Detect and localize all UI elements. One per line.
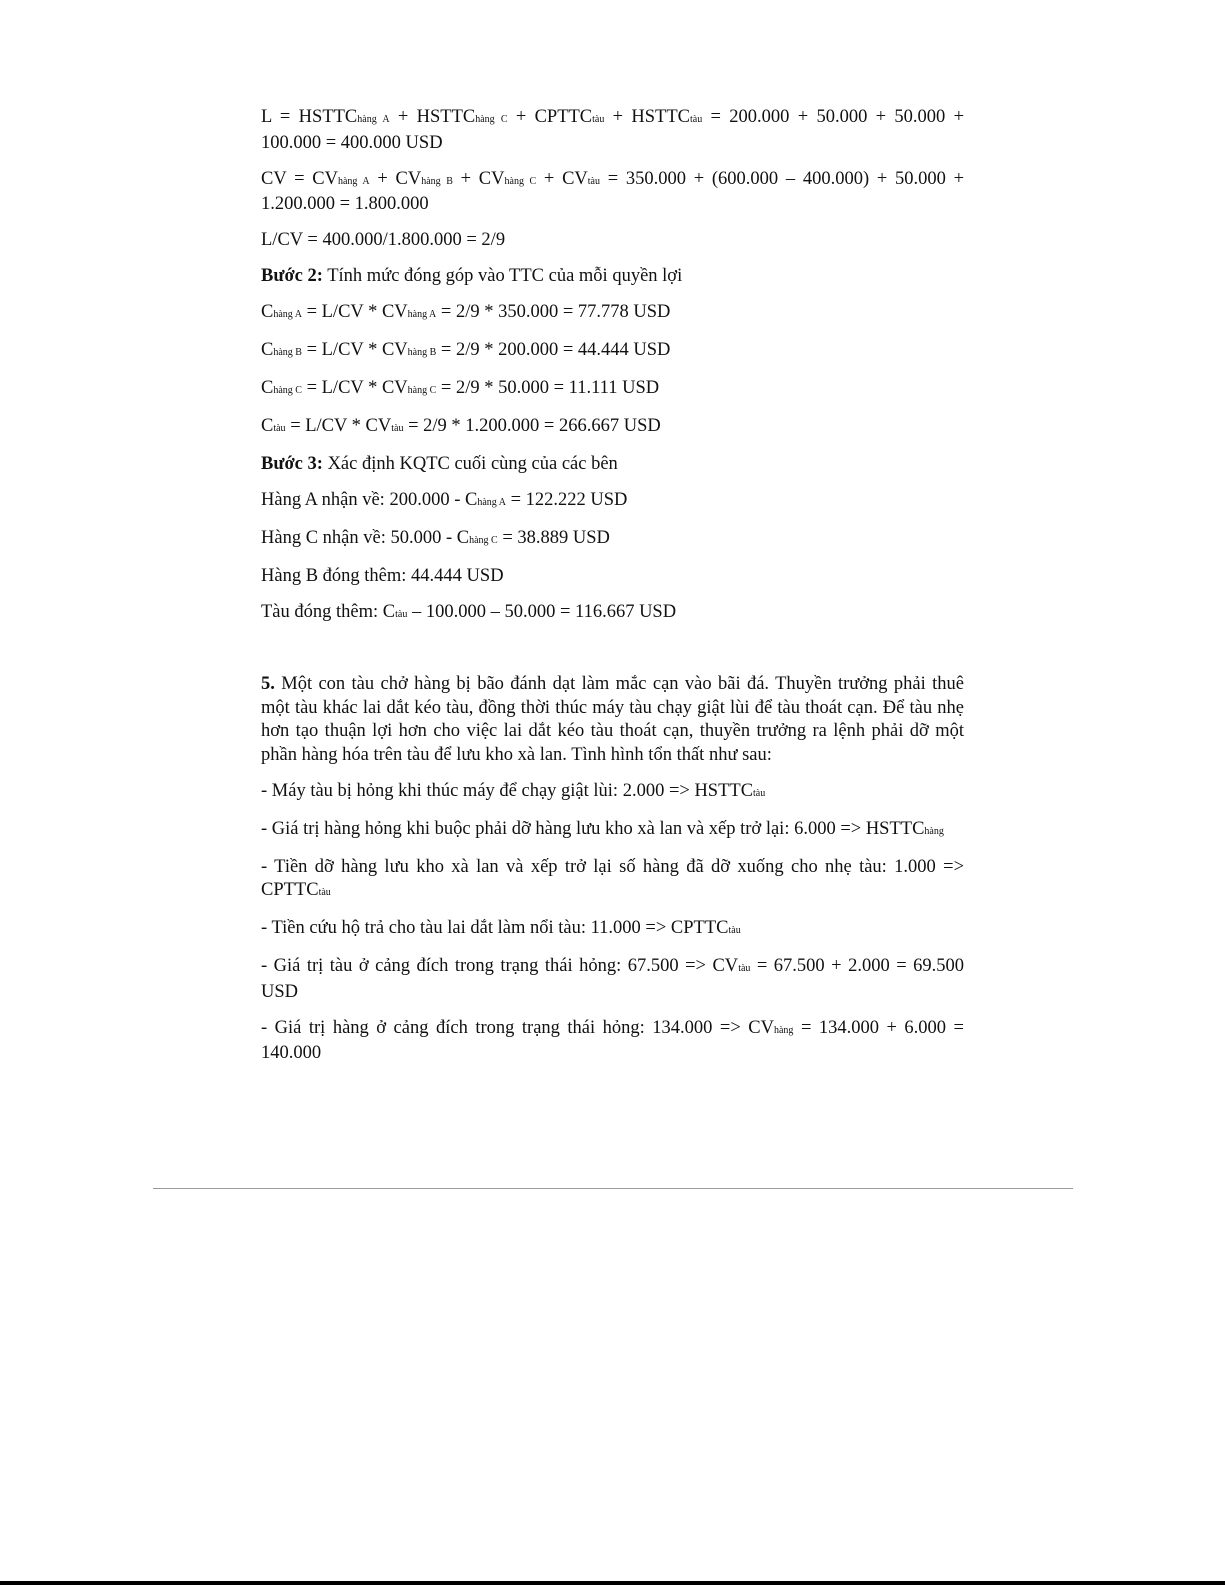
text: = L/CV * CV (301, 378, 408, 398)
text: = 2/9 * 1.200.000 = 266.667 USD (403, 416, 661, 436)
text: + HSTTC (389, 107, 476, 127)
subscript: hàng C (273, 385, 302, 396)
result-a-line (261, 489, 964, 515)
subscript: hàng B (421, 175, 453, 187)
subscript: hàng A (337, 175, 370, 187)
text: = 2/9 * 50.000 = 11.111 USD (436, 378, 660, 398)
contribution-a-line (261, 301, 964, 327)
text: - Tiền cứu hộ trả cho tàu lai dắt làm nổi tàu: 11.000 => CPTTC (261, 918, 729, 938)
text: = L/CV * CV (285, 416, 392, 436)
text: – 100.000 – 50.000 = 116.667 USD (407, 602, 677, 622)
text: C (261, 340, 274, 360)
subscript: tàu (587, 175, 600, 187)
text: = 2/9 * 350.000 = 77.778 USD (436, 302, 671, 322)
problem5-intro (261, 673, 964, 767)
result-c-line (261, 527, 964, 553)
text: Xác định KQTC cuối cùng của các bên (322, 454, 618, 474)
loss-item (261, 780, 964, 806)
subscript: hàng B (407, 347, 437, 358)
subscript: tàu (690, 114, 703, 125)
subscript: tàu (395, 609, 408, 620)
text: CV = CV (261, 168, 338, 189)
text: - Giá trị tàu ở cảng đích trong trạng thái hỏng: 67.500 => CV (261, 956, 739, 976)
text: L = HSTTC (261, 107, 358, 127)
text: = 67.500 + 2.000 = 69.500 USD (261, 956, 964, 1002)
l-formula-line (261, 106, 964, 155)
text: - Giá trị hàng ở cảng đích trong trạng thái hỏng: 134.000 => CV (261, 1017, 774, 1038)
subscript: hàng B (273, 347, 302, 358)
subscript: hàng A (477, 497, 506, 508)
text: = 38.889 USD (497, 528, 610, 548)
text: = 350.000 + (600.000 – 400.000) + 50.000 + 1.200.000 = 1.800.000 (261, 168, 965, 214)
subscript: tàu (318, 887, 331, 898)
text: Hàng C nhận về: 50.000 - C (261, 528, 470, 548)
text: = L/CV * CV (301, 302, 408, 322)
text: = 2/9 * 200.000 = 44.444 USD (436, 340, 671, 360)
step2-heading (261, 265, 964, 289)
step-label: Bước 3: (261, 454, 323, 474)
page-divider (153, 1188, 1073, 1189)
text: + HSTTC (604, 107, 691, 127)
text: Tàu đóng thêm: C (261, 602, 396, 622)
text: = 200.000 + 50.000 + 50.000 + 100.000 = 400.000 USD (261, 107, 965, 153)
result-b-line: Hàng B đóng thêm: 44.444 USD (261, 566, 504, 586)
subscript: hàng C (407, 385, 437, 396)
contribution-c-line (261, 377, 964, 403)
subscript: tàu (592, 114, 605, 125)
problem-number: 5. (261, 674, 275, 694)
text: = 122.222 USD (505, 490, 628, 510)
subscript: hàng A (357, 114, 390, 125)
loss-item (261, 917, 964, 943)
cv-formula-line (261, 168, 964, 217)
subscript: tàu (728, 925, 741, 936)
ratio-line: L/CV = 400.000/1.800.000 = 2/9 (261, 230, 506, 250)
subscript: hàng A (407, 309, 437, 320)
subscript: hàng C (475, 114, 508, 125)
text: + CPTTC (507, 107, 593, 127)
subscript: tàu (738, 963, 751, 974)
subscript: hàng C (504, 175, 537, 187)
loss-item (261, 856, 964, 905)
subscript: hàng A (273, 309, 302, 320)
page-bottom-edge (0, 1581, 1225, 1585)
text: C (261, 378, 274, 398)
document-body (261, 106, 964, 1078)
loss-item (261, 1017, 964, 1066)
contribution-b-line (261, 339, 964, 365)
spacer (261, 639, 964, 673)
step-label: Bước 2: (261, 266, 323, 286)
step3-heading (261, 453, 964, 477)
text: Một con tàu chở hàng bị bão đánh dạt làm mắc cạn vào bãi đá. Thuyền trưởng phải thuê một tàu khác lai dắt kéo tàu, đồng thời thúc máy tàu chạy giật lùi để tàu thoát cạn. Để tàu nhẹ hơn tạo thuận lợi hơn cho việc lai dắt kéo tàu thoát cạn, thuyền trưởng ra lệnh phải dỡ một phần hàng hóa trên tàu để lưu kho xà lan. Tình hình tổn thất như sau: (261, 674, 964, 765)
subscript: tàu (753, 787, 766, 799)
text: Hàng A nhận về: 200.000 - C (261, 490, 478, 510)
subscript: tàu (391, 423, 404, 434)
loss-item (261, 955, 964, 1004)
text: Tính mức đóng góp vào TTC của mỗi quyền lợi (322, 266, 683, 286)
text: + CV (536, 168, 588, 189)
text: - Giá trị hàng hỏng khi buộc phải dỡ hàng lưu kho xà lan và xếp trở lại: 6.000 => HSTTC (261, 818, 925, 839)
text: C (261, 416, 274, 436)
subscript: hàng C (469, 535, 498, 546)
text: = 134.000 + 6.000 = 140.000 (261, 1017, 964, 1063)
subscript: hàng (773, 1024, 794, 1036)
text: - Tiền dỡ hàng lưu kho xà lan và xếp trở lại số hàng đã dỡ xuống cho nhẹ tàu: 1.000 => CPTTC (261, 856, 964, 900)
text: + CV (452, 168, 505, 189)
text: + CV (369, 168, 422, 189)
subscript: tàu (273, 423, 286, 434)
loss-item (261, 818, 964, 844)
contribution-ship-line (261, 415, 964, 441)
text: - Máy tàu bị hỏng khi thúc máy để chạy giật lùi: 2.000 => HSTTC (261, 780, 754, 801)
subscript: hàng (924, 825, 944, 837)
result-ship-line (261, 601, 964, 627)
text: = L/CV * CV (301, 340, 408, 360)
text: C (261, 302, 274, 322)
